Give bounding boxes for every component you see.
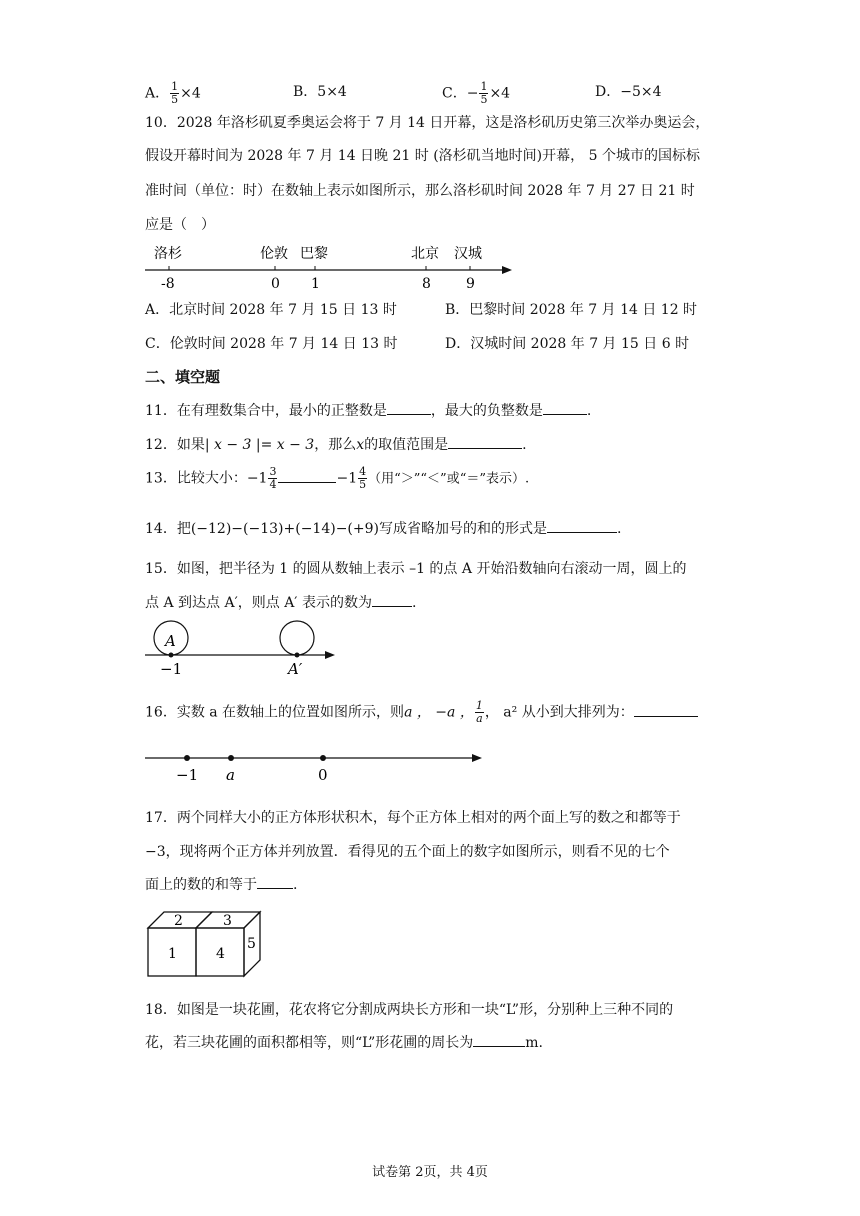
q10-axis-arrow [502,266,512,274]
q17-face-top1: 2 [174,913,183,929]
q9-d-label: D． [595,84,621,100]
q16-text-a: 16．实数 a 在数轴上的位置如图所示，则 [145,704,405,721]
q13-mixed-number-1: −1 [246,470,268,487]
q9-c-fraction [479,81,488,106]
q16-axis-arrow [472,754,482,762]
q11-text-c: . [586,403,592,419]
q13-fraction-1 [268,466,277,491]
q12-text-c: 的取值范围是 [364,437,449,453]
q9-option-a [145,81,201,106]
q13-mixed-number-2: −1 [336,470,358,487]
q15-label-a: A [165,632,176,650]
q12-text-a: 12．如果 [145,437,205,453]
q16-label-neg1: −1 [176,766,199,784]
q11 [145,400,591,420]
q11-text-b: ，最大的负整数是 [430,403,543,419]
q10-city-london: 伦敦 [260,246,288,262]
q14 [145,518,621,538]
q13-text-a: 13．比较大小： [145,470,247,487]
q9-a-frac-num: 1 [171,80,179,93]
q9-d-expr: −5×4 [620,84,662,100]
q15-line1: 15．如图，把半径为 1 的圆从数轴上表示 –1 的点 A 开始沿数轴向右滚动一周，圆上的 [145,561,687,577]
q13-f2-num: 4 [359,465,367,478]
q18-line2-text: 花，若三块花圃的面积都相等，则“L”形花圃的周长为 [145,1035,474,1051]
section-title: 二、填空题 [145,368,221,386]
q10-city-lax: 洛杉 [154,246,182,262]
q17-face-front1: 1 [168,946,177,962]
q10-timezone-number-line [140,240,520,292]
q17-face-top2: 3 [223,913,232,929]
q16-label-zero: 0 [318,766,328,784]
q16-items: a ， −a ， [404,704,474,721]
q16-point-neg1 [184,755,190,761]
q10-option-b: B．巴黎时间 2028 年 7 月 14 日 12 时 [445,302,698,318]
q10-city-paris: 巴黎 [300,246,328,262]
q13 [145,466,529,491]
q9-c-minus: − [466,85,479,102]
q9-c-expr: ×4 [489,85,511,102]
q12-variable: x [356,437,365,453]
q18-line2 [145,1032,543,1052]
q17-line3-end: . [293,877,298,893]
q16-fraction [475,700,484,725]
q9-option-d [595,81,662,101]
q12-blank[interactable] [448,436,522,449]
q18-blank[interactable] [473,1034,525,1047]
q16-number-line [140,744,490,786]
q9-a-fraction [170,81,179,106]
q10-value-seoul: 9 [466,276,475,292]
q15-axis-arrow [325,651,335,659]
q13-f1-den: 4 [269,478,277,491]
q10-value-london: 0 [271,276,280,292]
q17-cubes-figure [140,908,270,980]
q10-line3: 准时间（单位：时）在数轴上表示如图所示，那么洛杉矶时间 2028 年 7 月 27 日 21 时 [145,183,695,199]
q12 [145,434,527,454]
q15-line2 [145,592,416,612]
q16-blank[interactable] [634,704,698,717]
q9-a-label: A． [145,85,170,102]
q15-point-a [169,653,174,658]
q10-option-a: A．北京时间 2028 年 7 月 15 日 13 时 [145,302,397,318]
q9-b-label: B． [293,84,318,100]
q17-line2: −3，现将两个正方体并列放置．看得见的五个面上的数字如图所示，则看不见的七个 [145,844,670,860]
q14-expression: (−12)−(−13)+(−14)−(+9) [190,521,379,537]
q9-options [145,78,705,106]
q17-face-side: 5 [247,936,256,952]
q14-text-a: 14．把 [145,521,191,537]
q17-line1: 17．两个同样大小的正方体形状积木，每个正方体上相对的两个面上写的数之和都等于 [145,810,681,826]
q10-city-seoul: 汉城 [454,246,482,262]
q17-blank[interactable] [257,876,293,889]
q15-point-a-prime [295,653,300,658]
q10-value-lax: -8 [161,276,175,292]
q14-text-c: . [617,521,622,537]
q16-frac-den: a [476,712,483,725]
q17-line3 [145,874,297,894]
q16-point-zero [320,755,326,761]
q13-text-b: （用“＞”“＜”或“＝”表示）. [368,471,530,487]
q14-text-b: 写成省略加号的和的形式是 [379,521,547,537]
q10-line4: 应是（ ） [145,217,215,233]
q13-blank[interactable] [278,470,336,483]
q10-option-c: C．伦敦时间 2028 年 7 月 14 日 13 时 [145,336,398,352]
q18-line2-end: m. [525,1035,543,1051]
q11-blank-1[interactable] [387,402,431,415]
q9-a-expr: ×4 [180,85,201,102]
q9-c-label: C． [442,85,467,102]
q9-option-b [293,81,347,101]
page-footer: 试卷第 2页，共 4页 [372,1165,488,1180]
q17-line3-text: 面上的数的和等于 [145,877,257,893]
q16-label-a: a [226,766,235,784]
q10-value-beijing: 8 [422,276,431,292]
q18-line1: 18．如图是一块花圃，花农将它分割成两块长方形和一块“L”形，分别种上三种不同的 [145,1002,674,1018]
q15-blank[interactable] [372,594,412,607]
q14-blank[interactable] [547,520,617,533]
q16-point-a [228,755,234,761]
q10-line1: 10．2028 年洛杉矶夏季奥运会将于 7 月 14 日开幕，这是洛杉矶历史第三次举办奥运会， [145,115,710,131]
q15-circle-end [280,621,314,655]
q10-value-paris: 1 [311,276,320,292]
q13-f1-num: 3 [269,465,277,478]
q10-line2: 假设开幕时间为 2028 年 7 月 14 日晚 21 时 (洛杉矶当地时间)开幕， 5 个城市的国标标 [145,148,700,164]
q9-c-frac-den: 5 [480,93,488,106]
q12-abs-expression: | x − 3 |= x − 3 [204,437,315,453]
q15-label-neg1: −1 [160,660,183,678]
q9-c-frac-num: 1 [480,80,488,93]
q11-blank-2[interactable] [543,402,587,415]
q12-text-d: . [522,437,527,453]
q16-frac-num: 1 [475,699,483,712]
q16-text-b: ， a² 从小到大排列为： [484,704,634,721]
q15-line2-end: . [411,595,417,611]
q11-text-a: 11．在有理数集合中，最小的正整数是 [145,403,387,419]
q10-city-beijing: 北京 [411,246,439,262]
q15-label-a-prime: A′ [288,660,303,678]
q9-a-frac-den: 5 [171,93,179,106]
q15-line2-text: 点 A 到达点 A′，则点 A′ 表示的数为 [145,595,372,611]
q9-b-expr: 5×4 [317,84,347,100]
q9-option-c [442,81,510,106]
q13-fraction-2 [358,466,367,491]
q17-face-front2: 4 [216,946,225,962]
q10-option-d: D．汉城时间 2028 年 7 月 15 日 6 时 [445,336,690,352]
q13-f2-den: 5 [359,478,367,491]
q16 [145,700,698,725]
q15-rolling-circle-figure [140,616,340,678]
q12-text-b: ，那么 [314,437,357,453]
